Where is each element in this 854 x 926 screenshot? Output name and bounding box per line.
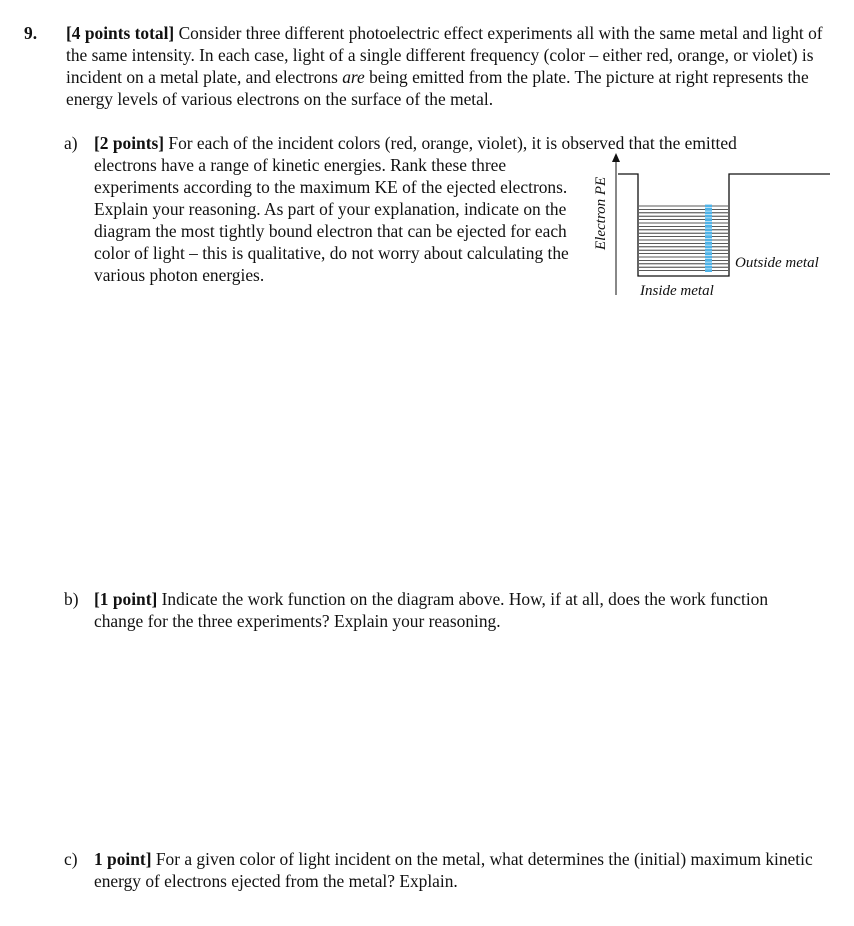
part-c-points: 1 point]: [94, 849, 152, 869]
part-b-text: Indicate the work function on the diagram above. How, if at all, does the work function change for the three experiments? Explain your reasoning.: [94, 589, 769, 631]
electron-marker: [705, 225, 712, 228]
electron-marker: [705, 262, 712, 265]
electron-marker: [705, 259, 712, 262]
part-b-body: [94, 588, 794, 632]
outside-metal-label: Outside metal: [735, 255, 819, 271]
electron-marker: [705, 252, 712, 255]
electron-marker: [705, 211, 712, 214]
question-intro-text-1: Consider three different photoelectric effect experiments all with the same metal and light of the same intensity. In each case, light of a single different frequency (color – either red, orange, or violet) is incident on a metal plate, and electrons: [66, 23, 823, 87]
electron-marker: [705, 269, 712, 272]
inside-metal-label: Inside metal: [640, 283, 714, 299]
electron-marker: [705, 266, 712, 269]
y-axis-arrow-icon: [612, 153, 620, 162]
electron-marker: [705, 222, 712, 225]
part-c-label: c): [64, 849, 78, 869]
question-intro: [66, 22, 826, 110]
electron-marker: [705, 239, 712, 242]
electron-marker: [705, 242, 712, 245]
part-a-first-text: For each of the incident colors (red, orange, violet), it is observed that the emitted: [164, 133, 737, 153]
electron-marker: [705, 208, 712, 211]
electron-marker: [705, 256, 712, 259]
question-intro-text-2: being emitted from the plate. The picture at right represents the energy levels of various electrons on the surface of the metal.: [66, 67, 809, 109]
part-c-text: For a given color of light incident on the metal, what determines the (initial) maximum kinetic energy of electrons ejected from the metal? Explain.: [94, 849, 813, 891]
energy-level-diagram: [586, 150, 836, 310]
energy-levels: [639, 205, 728, 272]
part-b-label: b): [64, 589, 79, 609]
electron-marker: [705, 249, 712, 252]
electron-marker: [705, 245, 712, 248]
electron-marker: [705, 228, 712, 231]
part-a-body: electrons have a range of kinetic energies. Rank these three experiments according to the maximum KE of the ejected electrons. Explain your reasoning. As part of your explanation, indicate on the diagram the most tightly bound electron that can be ejected for each color of light – this is qualitative, do not worry about calculating the various photon energies.: [94, 155, 569, 285]
electron-marker: [705, 205, 712, 208]
electron-marker: [705, 232, 712, 235]
question-intro-emphasis: are: [342, 67, 365, 87]
part-b-points: [1 point]: [94, 589, 158, 609]
part-a-label: a): [64, 133, 78, 153]
question-number: 9.: [24, 23, 38, 43]
part-c-body: [94, 848, 834, 892]
electron-marker: [705, 235, 712, 238]
y-axis-label: Electron PE: [593, 176, 609, 250]
part-a-points: [2 points]: [94, 133, 165, 153]
electron-marker: [705, 215, 712, 218]
electron-marker: [705, 218, 712, 221]
question-points: [4 points total]: [66, 23, 175, 43]
